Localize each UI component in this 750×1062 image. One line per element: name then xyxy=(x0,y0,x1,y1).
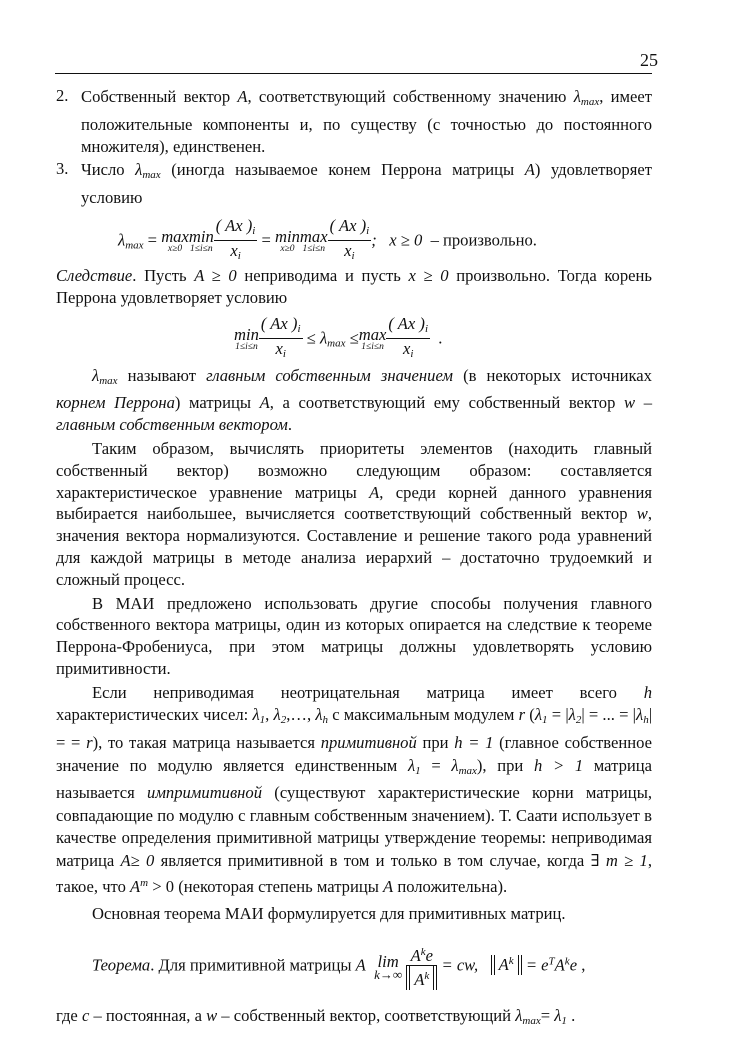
page-body xyxy=(56,86,652,1033)
header-rule xyxy=(55,73,652,74)
formula-body: min 1≤i≤n $\frac{( Ax )_i}{x_i}$ ≤ $\lambda_{max}$ ≤ max 1≤i≤n $\frac{( Ax )_i}{x_i}$ . xyxy=(234,313,443,360)
formula-perron-bounds xyxy=(56,309,652,365)
paragraph-main-eigenvalue: $\lambda_{max}$ называют главным собственным значением (в некоторых источниках корнем Перрона) матрицы A, а соответствующий ему собственный вектор w – главным собственным вектором. xyxy=(56,365,652,435)
list-text: Число $\lambda_{max}$ (иногда называемое конем Перрона матрицы A) удовлетворяет условию xyxy=(81,160,652,208)
paragraph-primitive: Если неприводимая неотрицательная матрица имеет всего h характеристических чисел: $\lambda_1$, $\lambda_2,\dots$, $\lambda_h$ с максимальным модулем r ($\lambda_1 = |\lambda_2|$ = ... = $|\lambda_h|$ = = r), то такая матрица называется примитивной при h = 1 (главное собственное значение по модулю является единственным $\lambda_1 = \lambda_{max}$), при h > 1 матрица называется импримитивной (существуют характеристические корни матрицы, совпадающие по модулю с главным собственным значением). Т. Саати использует в качестве определения примитивной матрицы утверждение теоремы: неприводимая матрица A≥ 0 является примитивной в том и только в том случае, когда ∃ m ≥ 1, такое, что $A^m > 0$ (некоторая степень матрицы A положительна). xyxy=(56,682,653,897)
list-text: Собственный вектор A, соответствующий собственному значению $\lambda_{max}$, имеет положительные компоненты и, по существу (с точностью до постоянного множителя), единственен. xyxy=(81,87,652,156)
list-item-3 xyxy=(56,159,652,209)
final-paragraph: где c – постоянная, а w – собственный вектор, соответствующий $\lambda_{max}= \lambda_1$ . xyxy=(56,1005,576,1027)
list-number: 2. xyxy=(56,86,69,105)
paragraph-mai-methods: В МАИ предложено использовать другие способы получения главного собственного вектора матрицы, один из которых опирается на следствие к теореме Перрона-Фробениуса, при этом матрицы должны удовлетворять условию примитивности. xyxy=(56,593,652,678)
paragraph-priorities: Таким образом, вычислять приоритеты элементов (находить главный собственный вектор) возможно следующим образом: составляется характеристическое уравнение матрицы A, среди корней данного уравнения выбирается наибольшее, вычисляется соответствующий собственный вектор w, значения вектора нормализуются. Составление и решение такого рода уравнений для каждой матрицы в методе анализа иерархий – достаточно трудоемкий и сложный процесс. xyxy=(56,438,652,589)
formula-body: $\lambda_{max}$ = max x≥0 min 1≤i≤n $\frac{( Ax )_i}{x_i}$ = min x≥0 max 1≤i≤n $\frac{( Ax )_i}{x_i}$ ; x ≥ 0 – произвольно. xyxy=(118,215,537,262)
theorem-text: Теорема. Для примитивной матрицы A lim k→∞ $\frac{A^ke}{A^k}$ = cw, $A^k = e^TA^ke$ , xyxy=(92,943,585,990)
list-number: 3. xyxy=(56,159,69,179)
paragraph-main-theorem: Основная теорема МАИ формулируется для примитивных матриц. xyxy=(92,904,566,924)
corollary-paragraph: Следствие. Пусть A ≥ 0 неприводима и пусть x ≥ 0 произвольно. Тогда корень Перрона удовлетворяет условию xyxy=(56,265,652,307)
list-item-2 xyxy=(56,86,652,157)
page-number: 25 xyxy=(640,50,658,70)
formula-lambda-max xyxy=(56,209,652,265)
theorem-block xyxy=(56,931,652,993)
